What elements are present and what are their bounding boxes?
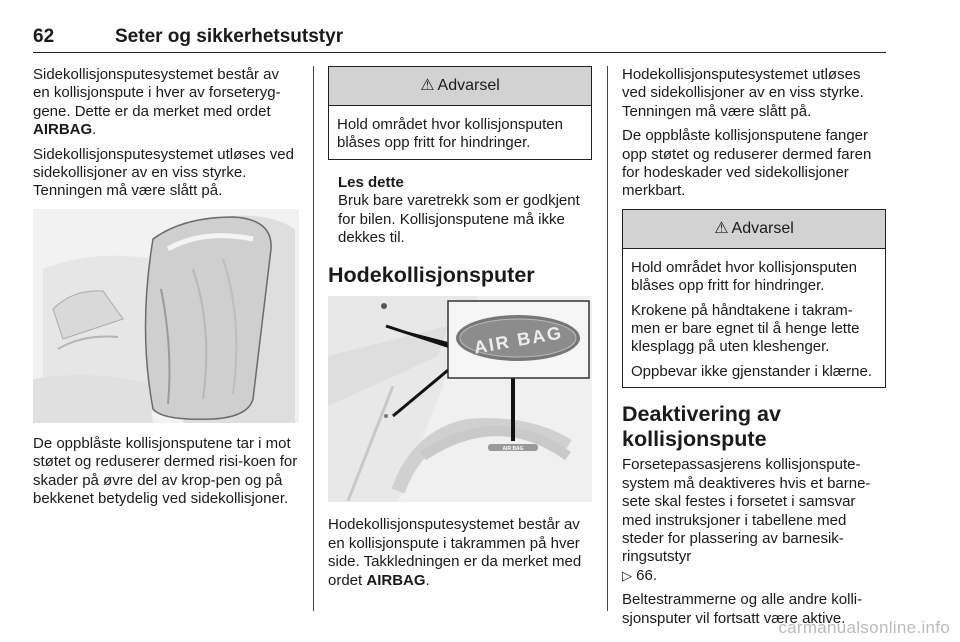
handle-airbag-label: AIR BAG <box>502 446 524 453</box>
warning-box <box>622 209 886 388</box>
note-text: Bruk bare varetrekk som er godkjent for bilen. Kollisjonsputene må ikke dekkes til. <box>338 192 580 247</box>
paragraph: De oppblåste kollisjonsputene fanger opp støtet og reduserer dermed faren for hodeskader ved sidekollisjoner merkbart. <box>622 127 872 200</box>
head-airbag-illustration <box>328 296 592 502</box>
column-1 <box>33 66 299 514</box>
paragraph-ref: ▷ 66. <box>622 566 658 584</box>
paragraph: Sidekollisjonsputesystemet utløses ved sidekollisjoner av en viss styrke. Tenningen må være slått på. <box>33 145 294 200</box>
warning-header: ⚠ Advarsel <box>623 210 885 249</box>
note-title: Les dette <box>338 173 404 191</box>
page-number: 62 <box>33 26 55 47</box>
paragraph: Sidekollisjonsputesystemet består av en kollisjonspute i hver av forseteryg-gene. Dette er da merket med ordet AIRBAG. <box>33 66 281 139</box>
section-heading: Hodekollisjonsputer <box>328 263 535 288</box>
warning-text: Krokene på håndtakene i takram-men er bare egnet til å henge lette klesplagg på uten kleshenger. <box>631 301 860 356</box>
paragraph: Beltestrammerne og alle andre kolli-sjonsputer vil fortsatt være aktive. <box>622 591 863 627</box>
paragraph: Hodekollisjonsputesystemet består av en kollisjonspute i takrammen på hver side. Takkledningen er da merket med ordet AIRBAG. <box>328 516 582 589</box>
column-3 <box>622 66 886 634</box>
warning-body <box>329 106 591 159</box>
section-heading: Deaktivering av kollisjonspute <box>622 402 781 452</box>
warning-text: Oppbevar ikke gjenstander i klærne. <box>631 362 872 380</box>
side-airbag-illustration <box>33 209 299 423</box>
warning-box <box>328 66 592 160</box>
paragraph: De oppblåste kollisjonsputene tar i mot støtet og reduserer dermed risi-koen for skader på øvre del av krop-pen og på bekkenet betydelig ved sidekollisjoner. <box>33 434 298 508</box>
airbag-label: AIR BAG <box>472 322 565 359</box>
column-divider <box>607 66 608 611</box>
page-header <box>33 24 886 53</box>
chapter-title: Seter og sikkerhetsutstyr <box>115 26 344 47</box>
column-divider <box>313 66 314 611</box>
warning-text: Hold området hvor kollisjonsputen blåses opp fritt for hindringer. <box>337 116 563 152</box>
paragraph: Hodekollisjonsputesystemet utløses ved sidekollisjoner av en viss styrke. Tenningen må være slått på. <box>622 66 864 120</box>
page-ref-icon: ▷ <box>622 567 632 583</box>
note-block <box>338 174 582 248</box>
warning-text: Hold området hvor kollisjonsputen blåses opp fritt for hindringer. <box>631 258 857 295</box>
warning-header: ⚠ Advarsel <box>329 67 591 106</box>
paragraph: Forsetepassasjerens kollisjonspute-system må deaktiveres hvis et barne-sete skal festes i forsetet i samsvar med instruksjoner i tabellene med steder for plassering av barnesik-ringsutstyr <box>622 456 871 566</box>
page-ref-link[interactable]: 66 <box>636 566 653 584</box>
warning-triangle-icon: ⚠ <box>714 219 729 237</box>
warning-body <box>623 249 885 387</box>
warning-triangle-icon: ⚠ <box>420 77 435 94</box>
column-2 <box>328 66 592 596</box>
watermark: carmanualsonline.info <box>778 618 950 637</box>
